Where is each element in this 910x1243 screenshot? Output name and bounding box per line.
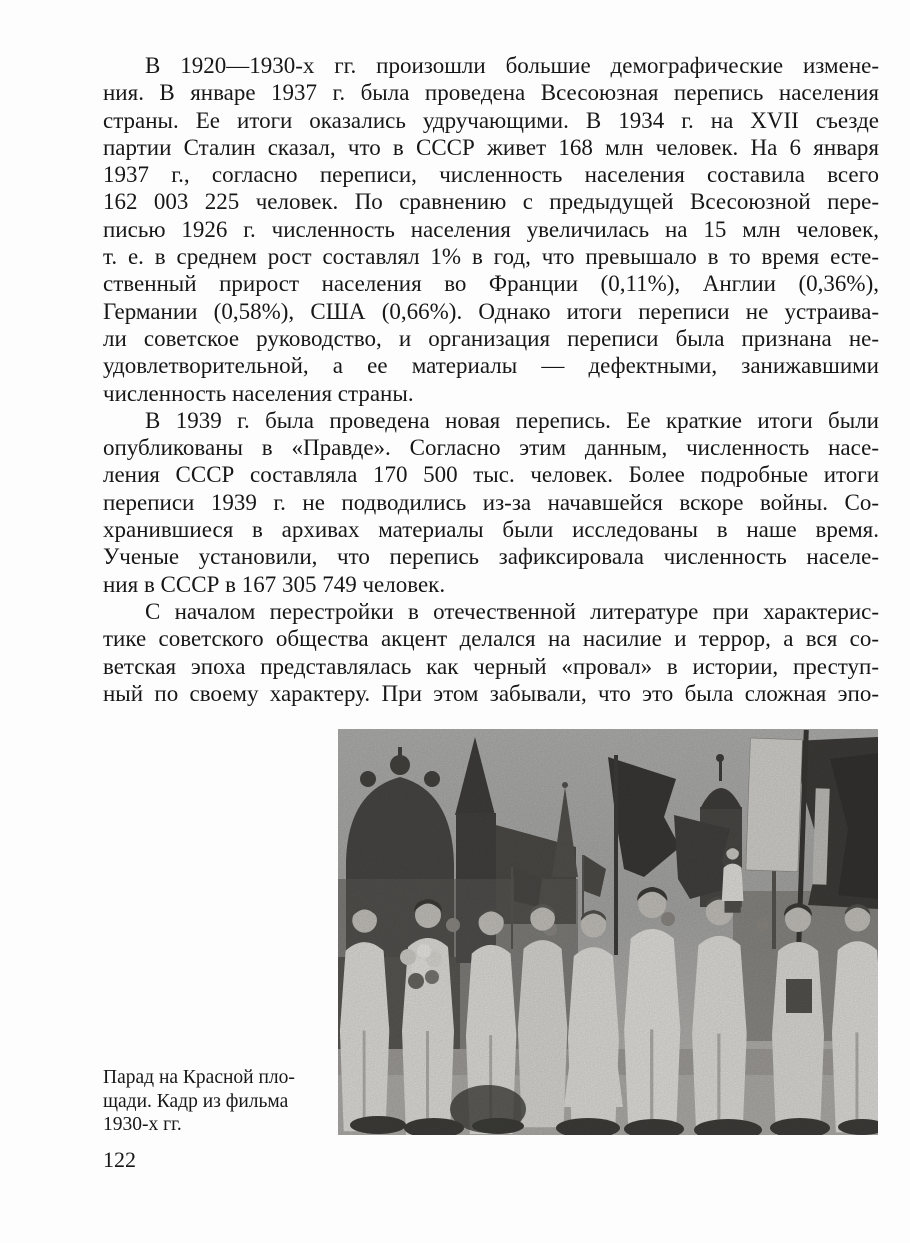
photo-caption: [103, 1066, 338, 1137]
photo-grain: [338, 729, 878, 1135]
text-line: писью 1926 г. численность населения увеличилась на 15 млн человек,: [103, 216, 879, 242]
paragraph: [103, 52, 879, 407]
text-line: опубликованы в «Правде». Согласно этим данным, численность насе-: [103, 435, 879, 461]
text-line: удовлетворительной, а ее материалы — дефектными, занижавшими: [103, 353, 879, 379]
text-line: В 1920—1930-х гг. произошли большие демографические измене-: [145, 53, 879, 78]
parade-red-square-photo: [338, 729, 878, 1135]
paragraph: [103, 407, 879, 598]
page-number: 122: [103, 1147, 136, 1172]
text-line: ный по своему характеру. При этом забывали, что это была сложная эпо-: [103, 680, 879, 706]
caption-line: 1930-х гг.: [103, 1114, 182, 1136]
text-line: т. е. в среднем рост составлял 1% в год, что превышало в то время есте-: [103, 244, 879, 270]
text-line: Германии (0,58%), США (0,66%). Однако итоги переписи не устраива-: [103, 298, 879, 324]
text-line: ния. В январе 1937 г. была проведена Всесоюзная перепись населения: [103, 80, 879, 106]
text-line: партии Сталин сказал, что в СССР живет 168 млн человек. На 6 января: [103, 134, 879, 160]
text-line: переписи 1939 г. не подводились из-за начавшейся вскоре войны. Со-: [103, 489, 879, 515]
text-line: 162 003 225 человек. По сравнению с предыдущей Всесоюзной пере-: [103, 189, 879, 215]
caption-line: щади. Кадр из фильма: [103, 1090, 289, 1112]
text-line: тике советского общества акцент делался на насилие и террор, а вся со-: [103, 626, 879, 652]
text-line: ления СССР составляла 170 500 тыс. человек. Более подробные итоги: [103, 462, 879, 488]
text-line: страны. Ее итоги оказались удручающими. В 1934 г. на XVII съезде: [103, 107, 879, 133]
caption-line: Парад на Красной пло-: [103, 1067, 295, 1088]
paragraph: [103, 598, 879, 707]
photo-figure: [338, 729, 878, 1135]
text-line: ственный прирост населения во Франции (0,11%), Англии (0,36%),: [103, 271, 879, 297]
text-line: 1937 г., согласно переписи, численность населения составила всего: [103, 162, 879, 188]
text-line: С началом перестройки в отечественной литературе при характерис-: [145, 598, 879, 624]
text-line: Ученые установили, что перепись зафиксировала численность населе-: [103, 544, 879, 570]
text-line: ния в СССР в 167 305 749 человек.: [103, 571, 446, 597]
text-line: ли советское руководство, и организация переписи была признана не-: [103, 325, 879, 351]
body-text: [103, 52, 879, 707]
text-line: хранившиеся в архивах материалы были исследованы в наше время.: [103, 517, 879, 543]
text-line: ветская эпоха представлялась как черный «провал» в истории, преступ-: [103, 653, 879, 679]
text-line: В 1939 г. была проведена новая перепись. Ее краткие итоги были: [145, 407, 879, 433]
text-line: численность населения страны.: [103, 380, 414, 406]
